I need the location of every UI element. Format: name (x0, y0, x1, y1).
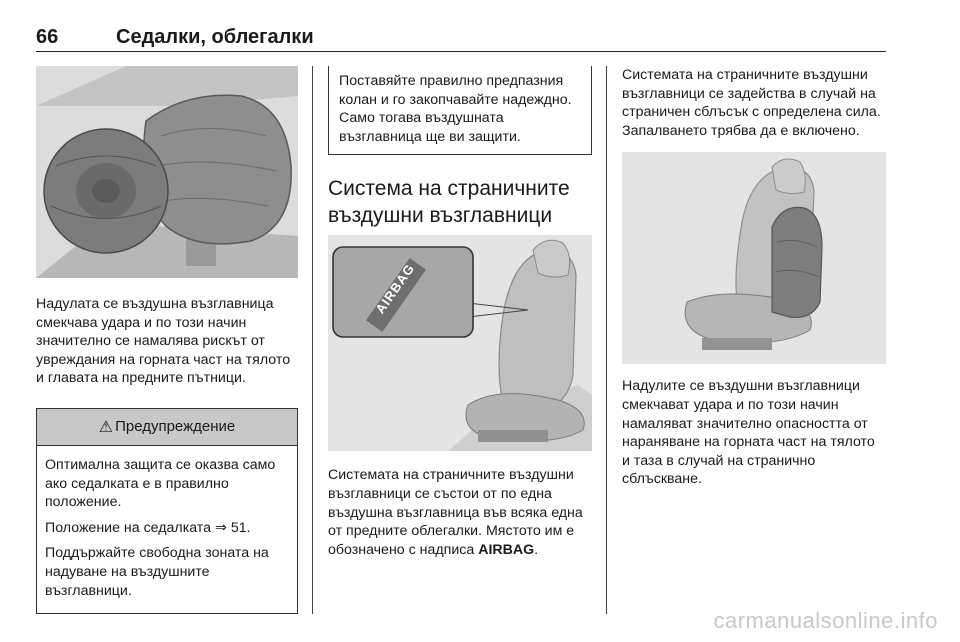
column-1 (36, 66, 298, 614)
warning-body (37, 446, 297, 613)
side-airbag-deployed-figure (622, 152, 886, 364)
column-divider-2 (606, 66, 607, 614)
page-header (36, 18, 886, 52)
page-reference-link[interactable]: 51. (230, 519, 251, 536)
warning-box (36, 408, 298, 614)
page-number: 66 (36, 26, 59, 48)
column-2 (328, 66, 592, 559)
page-title: Седалки, облегалки (116, 26, 314, 48)
deployed-airbag-caption: Надулите се въздушни възглавници смекчават удара и по този начин намаляват значително опасността от нараняване на горната част на тялото и таза в случай на странично сблъскване. (622, 378, 875, 488)
front-airbags-illustration (36, 66, 298, 278)
airbag-label-bold: AIRBAG (478, 541, 535, 558)
warning-title: Предупреждение (115, 418, 236, 436)
airbag-label-text: AIRBAG (372, 261, 418, 317)
figure-caption: Надулата се въздушна възглавница смекчава удара и по този начин значително се намалява рискът от увреждания на горната част на тялото и главата на предните пътници. (36, 296, 291, 387)
seat-airbag-label-illustration (328, 235, 592, 451)
side-airbag-description-end: . (534, 541, 539, 558)
side-airbag-description (328, 466, 592, 559)
page-reference-arrow-icon: ⇒ (214, 519, 227, 536)
seatbelt-note-box (328, 66, 592, 155)
seatbelt-note-text: Поставяйте правилно предпазния колан и го закопчавайте надеждно. Само тогава въздушната възглавница ще ви защити. (339, 73, 572, 145)
side-airbag-description-text: Системата на страничните въздушни възглавници се състои от по една въздушна възглавница във всяка една от предните облегалки. Мястото им е обозначено с надписа (328, 467, 583, 558)
warning-header (37, 409, 297, 446)
warning-paragraph-2-text: Положение на седалката (45, 519, 212, 536)
warning-paragraph-2 (45, 519, 289, 538)
warning-triangle-icon: ⚠ (98, 418, 114, 436)
warning-paragraph-3: Поддържайте свободна зоната на надуване на въздушните възглавници. (45, 545, 269, 599)
section-title: Система на страничните въздушни възглавници (328, 177, 570, 228)
watermark: carmanualsonline.info (713, 608, 938, 633)
side-airbag-deployed-illustration (622, 152, 886, 364)
column-divider-1 (312, 66, 313, 614)
front-airbags-figure (36, 66, 298, 278)
column-3 (622, 66, 886, 489)
side-airbag-activation-text: Системата на страничните въздушни възглавници се задейства в случай на страничен сблъсък с определена сила. Запалването трябва да е включено. (622, 67, 881, 139)
warning-paragraph-1: Оптимална защита се оказва само ако седалката е в правилно положение. (45, 456, 276, 511)
side-airbag-label-figure (328, 235, 592, 451)
header-divider (36, 51, 886, 52)
